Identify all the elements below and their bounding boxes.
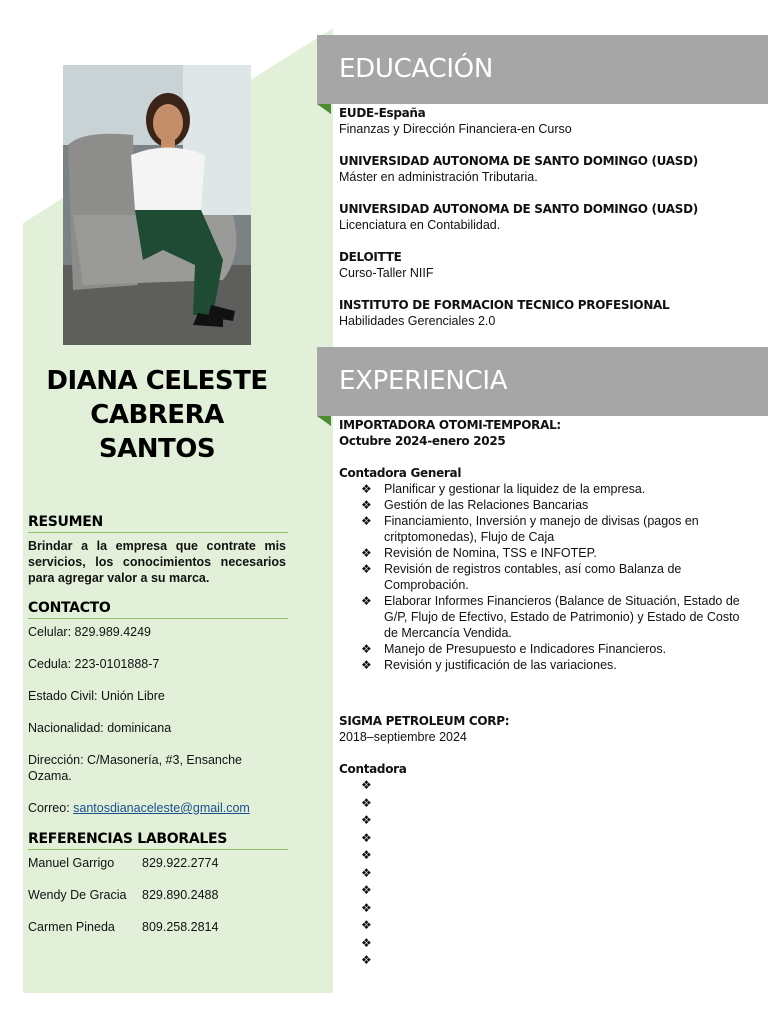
empty-duty-item bbox=[361, 935, 749, 953]
email-link[interactable]: santosdianaceleste@gmail.com bbox=[73, 801, 250, 815]
profile-photo bbox=[63, 65, 251, 345]
reference-row bbox=[28, 919, 288, 935]
education-institution: DELOITTE bbox=[339, 250, 402, 264]
contact-civil-status: Estado Civil: Unión Libre bbox=[28, 689, 165, 703]
empty-duty-item bbox=[361, 847, 749, 865]
contact-email bbox=[28, 800, 288, 816]
reference-phone: 809.258.2814 bbox=[142, 920, 219, 934]
empty-duty-item bbox=[361, 812, 749, 830]
bullet-diamond-icon: ❖ bbox=[361, 935, 372, 950]
candidate-name bbox=[28, 364, 286, 466]
job-duties-empty bbox=[339, 777, 749, 970]
duty-item: ❖ Elaborar Informes Financieros (Balance de Situación, Estado de G/P, Flujo de Efectivo, Estado de Patrimonio) y Estado de Costo de Mercancía Vendida. bbox=[361, 594, 740, 640]
reference-phone: 829.922.2774 bbox=[142, 856, 219, 870]
name-line-3: SANTOS bbox=[98, 434, 216, 464]
duty-item: ❖ Revisión de Nomina, TSS e INFOTEP. bbox=[361, 546, 597, 560]
bullet-diamond-icon: ❖ bbox=[361, 865, 372, 880]
job-role: Contadora General bbox=[339, 466, 462, 480]
bullet-diamond-icon: ❖ bbox=[361, 883, 372, 897]
bullet-diamond-icon: ❖ bbox=[361, 813, 372, 827]
bullet-diamond-icon: ❖ bbox=[361, 642, 372, 656]
education-detail: Licenciatura en Contabilidad. bbox=[339, 218, 501, 232]
bullet-diamond-icon: ❖ bbox=[361, 795, 372, 810]
empty-duty-item bbox=[361, 917, 749, 935]
educacion-banner-tab bbox=[317, 104, 331, 114]
contact-phone: Celular: 829.989.4249 bbox=[28, 625, 152, 639]
bullet-diamond-icon: ❖ bbox=[361, 514, 372, 528]
duty-item: ❖ Revisión de registros contables, así como Balanza de Comprobación. bbox=[361, 562, 682, 592]
job-company: IMPORTADORA OTOMI-TEMPORAL: bbox=[339, 418, 561, 432]
education-entry bbox=[339, 297, 759, 329]
education-entry bbox=[339, 153, 759, 185]
bullet-diamond-icon: ❖ bbox=[361, 900, 372, 915]
contact-nationality: Nacionalidad: dominicana bbox=[28, 721, 172, 735]
empty-duty-item bbox=[361, 865, 749, 883]
contacto-title: CONTACTO bbox=[28, 600, 288, 619]
reference-name: Carmen Pineda bbox=[28, 920, 115, 934]
education-list bbox=[339, 105, 759, 345]
job-company: SIGMA PETROLEUM CORP: bbox=[339, 714, 510, 728]
bullet-diamond-icon: ❖ bbox=[361, 562, 372, 576]
educacion-banner: EDUCACIÓN bbox=[317, 35, 768, 104]
empty-duty-item bbox=[361, 952, 749, 970]
education-detail: Curso-Taller NIIF bbox=[339, 266, 434, 280]
duty-item: ❖ Gestión de las Relaciones Bancarias bbox=[361, 498, 589, 512]
contact-address: Dirección: C/Masonería, #3, Ensanche Ozama. bbox=[28, 753, 242, 783]
reference-name: Manuel Garrigo bbox=[28, 856, 115, 870]
bullet-diamond-icon: ❖ bbox=[361, 953, 372, 967]
experience-list bbox=[339, 417, 749, 970]
bullet-diamond-icon: ❖ bbox=[361, 594, 372, 608]
references-list bbox=[28, 855, 288, 951]
education-entry bbox=[339, 201, 759, 233]
experiencia-banner: EXPERIENCIA bbox=[317, 347, 768, 416]
education-detail: Finanzas y Dirección Financiera-en Curso bbox=[339, 122, 572, 136]
bullet-diamond-icon: ❖ bbox=[361, 546, 372, 560]
bullet-diamond-icon: ❖ bbox=[361, 482, 372, 496]
referencias-title: REFERENCIAS LABORALES bbox=[28, 831, 288, 850]
empty-duty-item bbox=[361, 900, 749, 918]
duty-item: ❖ Revisión y justificación de las variaciones. bbox=[361, 658, 617, 672]
reference-row bbox=[28, 855, 288, 871]
resumen-title: RESUMEN bbox=[28, 514, 288, 533]
education-entry bbox=[339, 249, 759, 281]
email-label: Correo: bbox=[28, 801, 74, 815]
empty-duty-item bbox=[361, 830, 749, 848]
bullet-diamond-icon: ❖ bbox=[361, 778, 372, 792]
bullet-diamond-icon: ❖ bbox=[361, 498, 372, 512]
reference-row bbox=[28, 887, 288, 903]
duty-item: ❖ Planificar y gestionar la liquidez de la empresa. bbox=[361, 482, 646, 496]
bullet-diamond-icon: ❖ bbox=[361, 658, 372, 672]
job-duties bbox=[339, 481, 749, 673]
resumen-text: Brindar a la empresa que contrate mis servicios, los conocimientos necesarios para agregar valor a su marca. bbox=[28, 539, 286, 585]
empty-duty-item bbox=[361, 795, 749, 813]
empty-duty-item bbox=[361, 777, 749, 795]
duty-item: ❖ Manejo de Presupuesto e Indicadores Financieros. bbox=[361, 642, 667, 656]
education-institution: UNIVERSIDAD AUTONOMA DE SANTO DOMINGO (UASD) bbox=[339, 154, 698, 168]
reference-name: Wendy De Gracia bbox=[28, 888, 127, 902]
education-detail: Máster en administración Tributaria. bbox=[339, 170, 538, 184]
job-period: 2018–septiembre 2024 bbox=[339, 730, 467, 744]
reference-phone: 829.890.2488 bbox=[142, 888, 219, 902]
experiencia-banner-tab bbox=[317, 416, 331, 426]
education-entry bbox=[339, 105, 759, 137]
education-institution: INSTITUTO DE FORMACION TECNICO PROFESIONAL bbox=[339, 298, 670, 312]
job-role: Contadora bbox=[339, 762, 407, 776]
name-line-1: DIANA CELESTE bbox=[46, 366, 268, 396]
duty-item: ❖ Financiamiento, Inversión y manejo de divisas (pagos en critptomonedas), Flujo de Caja bbox=[361, 514, 699, 544]
education-institution: EUDE-España bbox=[339, 106, 426, 120]
name-line-2: CABRERA bbox=[90, 400, 224, 430]
job-period: Octubre 2024-enero 2025 bbox=[339, 434, 506, 448]
bullet-diamond-icon: ❖ bbox=[361, 848, 372, 862]
contact-cedula: Cedula: 223-0101888-7 bbox=[28, 657, 160, 671]
bullet-diamond-icon: ❖ bbox=[361, 830, 372, 845]
bullet-diamond-icon: ❖ bbox=[361, 918, 372, 932]
empty-duty-item bbox=[361, 882, 749, 900]
education-institution: UNIVERSIDAD AUTONOMA DE SANTO DOMINGO (UASD) bbox=[339, 202, 698, 216]
education-detail: Habilidades Gerenciales 2.0 bbox=[339, 314, 496, 328]
contact-list bbox=[28, 624, 288, 832]
